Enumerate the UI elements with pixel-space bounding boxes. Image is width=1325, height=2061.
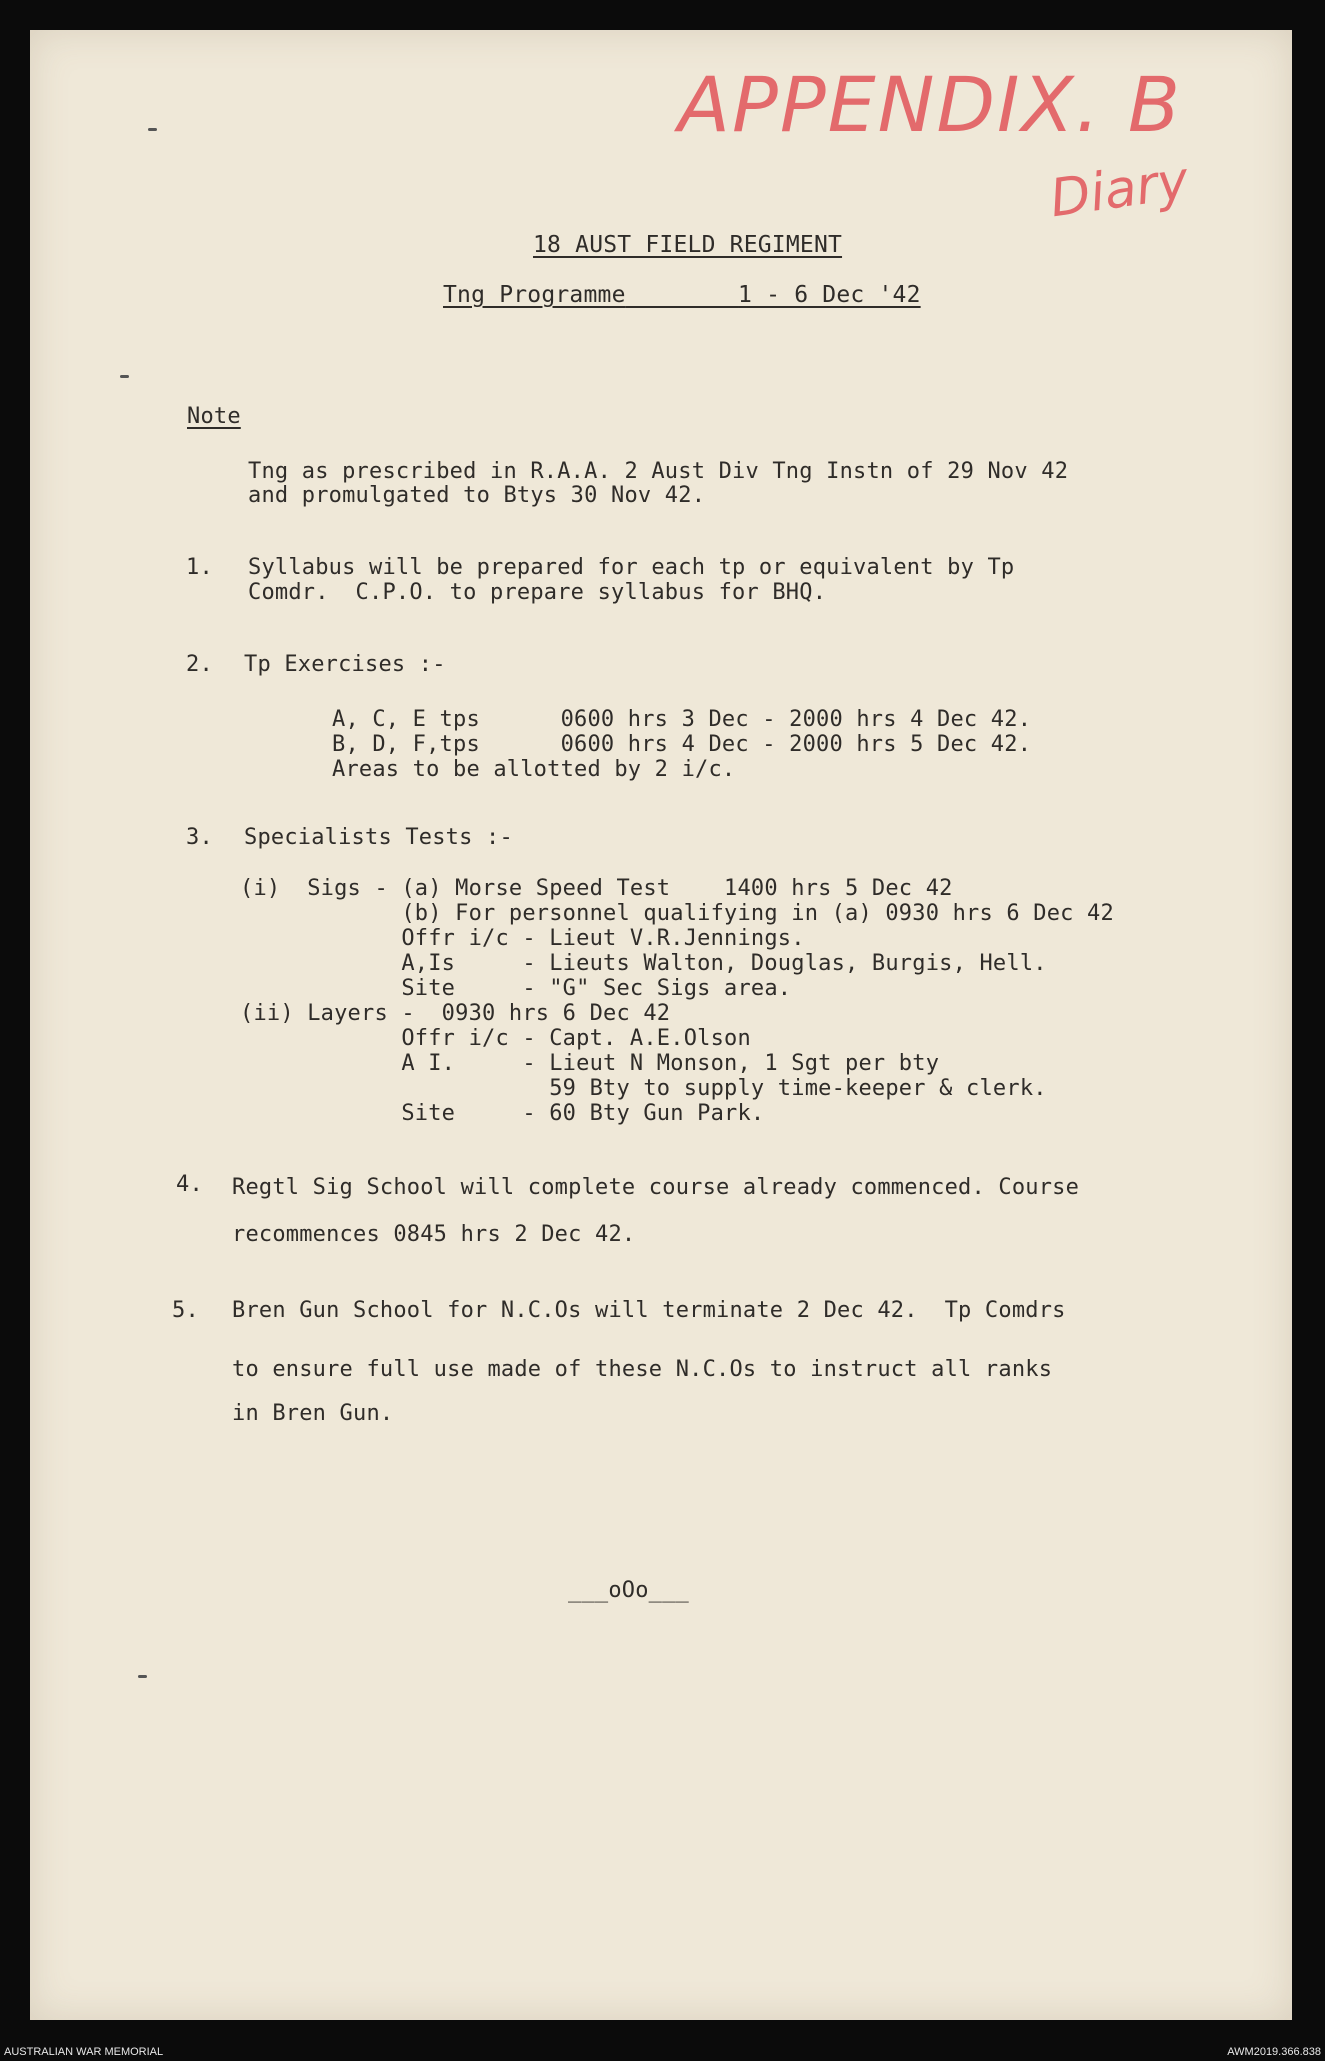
item-number: 5. <box>172 1298 199 1323</box>
item-line: (ii) Layers - 0930 hrs 6 Dec 42 <box>240 1001 671 1026</box>
item-line: Bren Gun School for N.C.Os will terminate 2 Dec 42. Tp Comdrs <box>232 1298 1066 1323</box>
item-line: A,Is - Lieuts Walton, Douglas, Burgis, Hell. <box>240 951 1047 976</box>
item-line: Site - 60 Bty Gun Park. <box>240 1101 765 1126</box>
item-line: Site - "G" Sec Sigs area. <box>240 976 792 1001</box>
item-line: A I. - Lieut N Monson, 1 Sgt per bty <box>240 1051 940 1076</box>
item-line: (i) Sigs - (a) Morse Speed Test 1400 hrs 5 Dec 42 <box>240 876 953 901</box>
item-line: recommences 0845 hrs 2 Dec 42. <box>232 1222 636 1247</box>
end-mark: ___oOo___ <box>568 1578 690 1603</box>
item-line: A, C, E tps 0600 hrs 3 Dec - 2000 hrs 4 Dec 42. <box>332 707 1032 732</box>
item-line: Comdr. C.P.O. to prepare syllabus for BHQ. <box>248 580 827 605</box>
document-subtitle <box>443 282 921 308</box>
item-line: in Bren Gun. <box>232 1401 394 1426</box>
footer-accession-number: AWM2019.366.838 <box>1227 2046 1321 2058</box>
item-heading: Tp Exercises :- <box>244 652 446 677</box>
item-line: Offr i/c - Capt. A.E.Olson <box>240 1026 751 1051</box>
item-line: Offr i/c - Lieut V.R.Jennings. <box>240 926 805 951</box>
item-number: 3. <box>186 825 213 850</box>
item-line: to ensure full use made of these N.C.Os to instruct all ranks <box>232 1357 1053 1382</box>
subtitle-left: Tng Programme <box>443 282 626 308</box>
item-heading: Specialists Tests :- <box>244 825 513 850</box>
handwritten-diary-annotation: Diary <box>1046 150 1193 230</box>
footer-archive-name: AUSTRALIAN WAR MEMORIAL <box>4 2046 164 2058</box>
item-line: Regtl Sig School will complete course already commenced. Course <box>232 1175 1080 1200</box>
item-line: (b) For personnel qualifying in (a) 0930 hrs 6 Dec 42 <box>240 901 1114 926</box>
item-line: Areas to be allotted by 2 i/c. <box>332 757 736 782</box>
note-line: and promulgated to Btys 30 Nov 42. <box>248 483 706 508</box>
note-line: Tng as prescribed in R.A.A. 2 Aust Div Tng Instn of 29 Nov 42 <box>248 459 1069 484</box>
item-number: 4. <box>176 1172 203 1197</box>
item-line: B, D, F,tps 0600 hrs 4 Dec - 2000 hrs 5 Dec 42. <box>332 732 1032 757</box>
handwritten-appendix-annotation: APPENDIX. B <box>678 60 1182 149</box>
staple-mark <box>148 128 157 131</box>
item-line: Syllabus will be prepared for each tp or equivalent by Tp <box>248 555 1015 580</box>
note-heading: Note <box>187 404 241 429</box>
staple-mark <box>138 1675 147 1678</box>
item-line: 59 Bty to supply time-keeper & clerk. <box>240 1076 1047 1101</box>
staple-mark <box>120 375 129 378</box>
item-number: 2. <box>186 652 213 677</box>
item-number: 1. <box>186 555 213 580</box>
subtitle-dates: 1 - 6 Dec '42 <box>738 282 921 308</box>
document-title: 18 AUST FIELD REGIMENT <box>533 232 843 258</box>
